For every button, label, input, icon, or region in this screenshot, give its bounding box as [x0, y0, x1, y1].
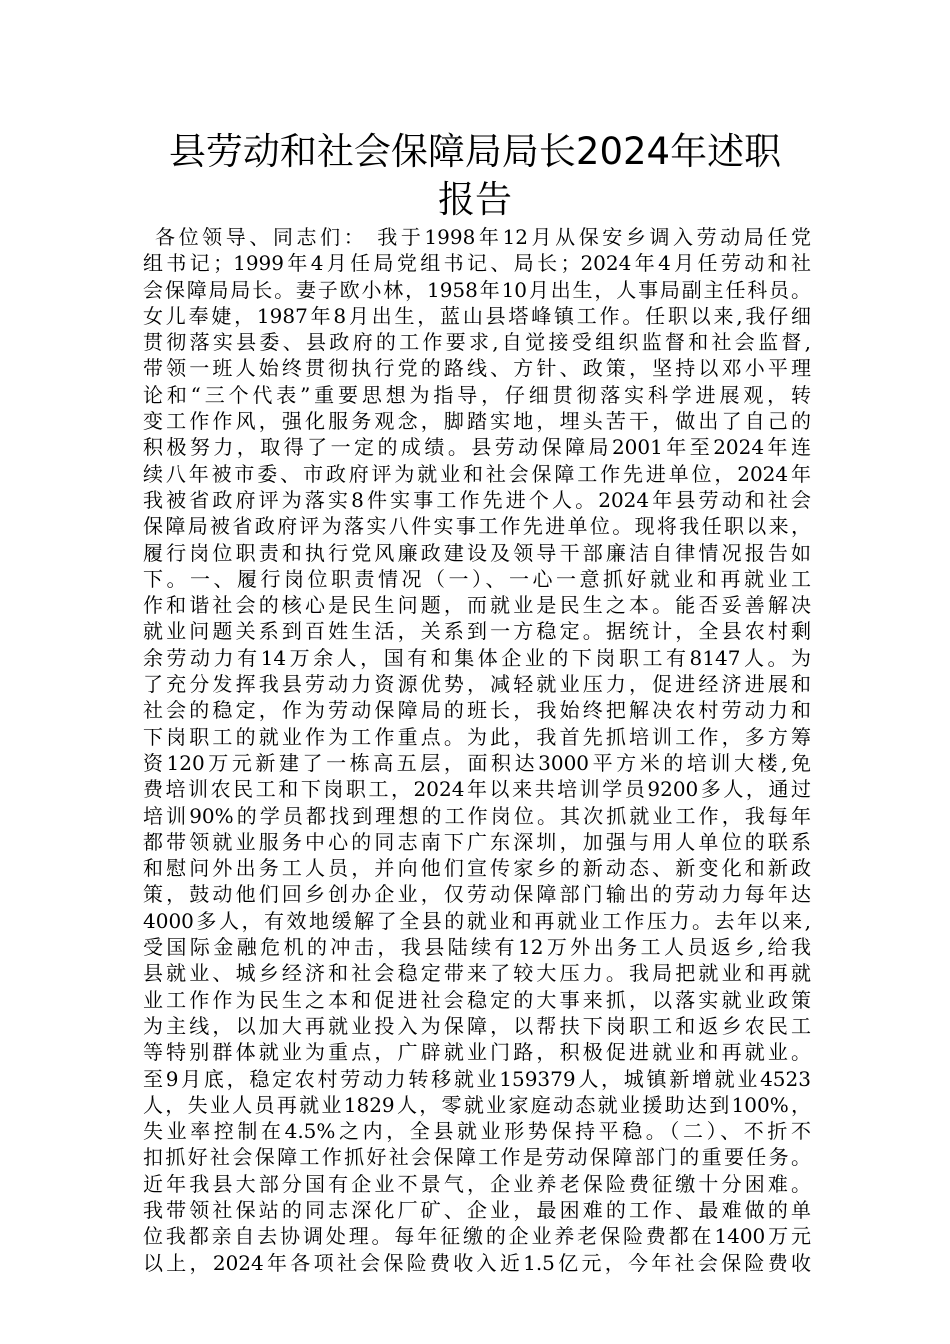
body-line: 扣抓好社会保障工作抓好社会保障工作是劳动保障部门的重要任务。	[143, 1145, 811, 1170]
body-line: 和慰问外出务工人员，并向他们宣传家乡的新动态、新变化和新政	[143, 856, 811, 881]
body-line: 变工作作风，强化服务观念，脚踏实地，埋头苦干，做出了自己的	[143, 409, 811, 434]
body-line: 作和谐社会的核心是民生问题，而就业是民生之本。能否妥善解决	[143, 593, 811, 618]
body-line: 培训90%的学员都找到理想的工作岗位。其次抓就业工作，我每年	[143, 803, 811, 828]
body-line: 受国际金融危机的冲击，我县陆续有12万外出务工人员返乡,给我	[143, 935, 811, 960]
body-line: 资120万元新建了一栋高五层，面积达3000平方米的培训大楼,免	[143, 750, 811, 775]
body-line: 位我都亲自去协调处理。每年征缴的企业养老保险费都在1400万元	[143, 1224, 811, 1249]
body-line: 履行岗位职责和执行党风廉政建设及领导干部廉洁自律情况报告如	[143, 540, 811, 565]
body-line: 女儿奉婕，1987年8月出生，蓝山县塔峰镇工作。任职以来,我仔细	[143, 303, 811, 328]
body-line: 费培训农民工和下岗职工，2024年以来共培训学员9200多人，通过	[143, 777, 811, 802]
body-line: 至9月底，稳定农村劳动力转移就业159379人，城镇新增就业4523	[143, 1066, 811, 1091]
body-line: 保障局被省政府评为落实八件实事工作先进单位。现将我任职以来，	[143, 514, 811, 539]
body-line: 失业率控制在4.5%之内，全县就业形势保持平稳。（二）、不折不	[143, 1119, 811, 1144]
body-line: 我带领社保站的同志深化厂矿、企业，最困难的工作、最难做的单	[143, 1197, 811, 1222]
body-line: 业工作作为民生之本和促进社会稳定的大事来抓，以落实就业政策	[143, 987, 811, 1012]
body-line: 续八年被市委、市政府评为就业和社会保障工作先进单位，2024年	[143, 461, 811, 486]
body-line: 积极努力，取得了一定的成绩。县劳动保障局2001年至2024年连	[143, 435, 811, 460]
report-body	[143, 224, 811, 1276]
body-line: 我被省政府评为落实8件实事工作先进个人。2024年县劳动和社会	[143, 487, 811, 512]
body-line: 为主线，以加大再就业投入为保障，以帮扶下岗职工和返乡农民工	[143, 1013, 811, 1038]
body-line: 下岗职工的就业作为工作重点。为此，我首先抓培训工作，多方筹	[143, 724, 811, 749]
body-line: 等特别群体就业为重点，广辟就业门路，积极促进就业和再就业。	[143, 1040, 811, 1065]
body-line: 4000多人，有效地缓解了全县的就业和再就业工作压力。去年以来,	[143, 908, 811, 933]
body-line: 下。一、履行岗位职责情况（一）、一心一意抓好就业和再就业工	[143, 566, 811, 591]
title-line: 县劳动和社会保障局局长2024年述职	[168, 130, 782, 173]
body-line: 贯彻落实县委、县政府的工作要求,自觉接受组织监督和社会监督,	[143, 330, 811, 355]
body-line: 就业问题关系到百姓生活，关系到一方稳定。据统计，全县农村剩	[143, 619, 811, 644]
body-line: 都带领就业服务中心的同志南下广东深圳，加强与用人单位的联系	[143, 829, 811, 854]
body-line: 策，鼓动他们回乡创办企业，仅劳动保障部门输出的劳动力每年达	[143, 882, 811, 907]
body-line: 社会的稳定，作为劳动保障局的班长，我始终把解决农村劳动力和	[143, 698, 811, 723]
body-line: 会保障局局长。妻子欧小林，1958年10月出生，人事局副主任科员。	[143, 277, 811, 302]
body-line: 以上，2024年各项社会保险费收入近1.5亿元，今年社会保险费收	[143, 1250, 811, 1275]
document-title	[140, 128, 810, 224]
title-line: 报告	[438, 178, 512, 221]
body-line: 县就业、城乡经济和社会稳定带来了较大压力。我局把就业和再就	[143, 961, 811, 986]
body-line: 近年我县大部分国有企业不景气，企业养老保险费征缴十分困难。	[143, 1171, 811, 1196]
body-line: 带领一班人始终贯彻执行党的路线、方针、政策，坚持以邓小平理	[143, 356, 811, 381]
body-line: 余劳动力有14万余人，国有和集体企业的下岗职工有8147人。为	[143, 645, 811, 670]
body-line: 了充分发挥我县劳动力资源优势，减轻就业压力，促进经济进展和	[143, 672, 811, 697]
body-line: 人，失业人员再就业1829人，零就业家庭动态就业援助达到100%，	[143, 1092, 811, 1117]
body-line: 论和“三个代表”重要思想为指导，仔细贯彻落实科学进展观，转	[143, 382, 811, 407]
body-line: 各位领导、同志们： 我于1998年12月从保安乡调入劳动局任党	[155, 225, 811, 249]
body-line: 组书记；1999年4月任局党组书记、局长；2024年4月任劳动和社	[143, 251, 811, 276]
